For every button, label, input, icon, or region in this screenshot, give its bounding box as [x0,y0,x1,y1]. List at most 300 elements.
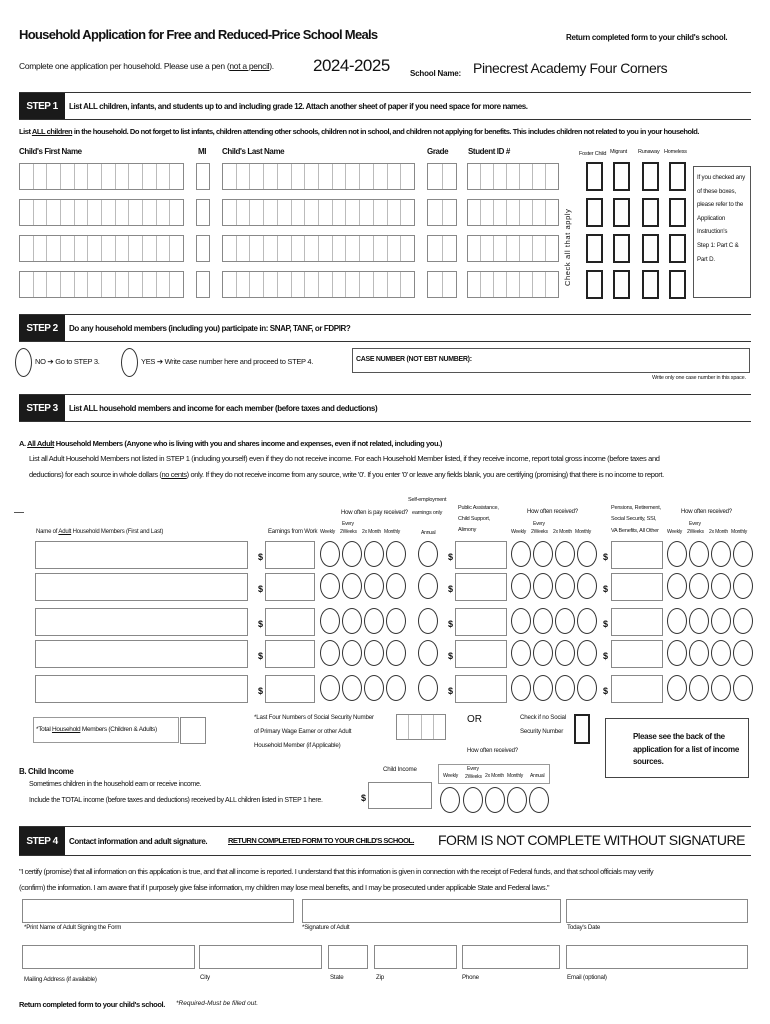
child-last-name-input-cell [292,272,306,297]
child-student-id-input[interactable] [467,199,559,226]
runaway-checkbox[interactable] [642,234,659,263]
child-last-name-input-cell [264,200,278,225]
ssn-cell [434,715,445,739]
step3a-emphasis: All Adult [27,439,55,448]
child-first-name-input-cell [34,164,48,189]
total-household-input[interactable] [180,717,206,744]
child-income-input[interactable] [368,782,432,809]
child-last-name-input[interactable] [222,199,415,226]
earnings-input[interactable] [265,640,315,668]
child-income-how-often: How often received? [467,748,518,754]
child-student-id-input-cell [546,272,558,297]
child-income-frequency-radio[interactable] [507,787,527,813]
child-grade-input-cell [443,236,457,261]
child-student-id-input-cell [494,272,507,297]
child-income-line2: Include the TOTAL income (before taxes and deductions) received by ALL children listed in STEP 1 here. [29,797,323,804]
signature-label: *Signature of Adult [302,924,350,931]
child-last-name-input-cell [360,200,374,225]
pension-frequency-radio[interactable] [689,608,709,634]
step3a-line3-suffix: ) only. If they do not receive income from any source, write '0'. If you enter '0' or leave any fields blank, you are certifying (promising) that there is no income to report. [186,470,664,479]
public-assistance-frequency-radio[interactable] [533,640,553,666]
pension-dollar: $ [603,584,609,594]
pay-frequency-radio[interactable] [386,541,406,567]
child-frequency-header: 2x Month [485,773,504,779]
pay-frequency-radio[interactable] [386,608,406,634]
child-first-name-input-cell [102,236,116,261]
pay-frequency-radio[interactable] [342,573,362,599]
foster-child-checkbox[interactable] [586,162,603,191]
step1-note-line: If you checked any [697,174,745,181]
col-public-1: Public Assistance, [458,505,499,511]
col-adult-name-emphasis: Adult [58,529,72,535]
pension-frequency-radio[interactable] [667,541,687,567]
child-last-name-input[interactable] [222,235,415,262]
child-last-name-input-cell [278,236,292,261]
public-assistance-frequency-radio[interactable] [555,640,575,666]
child-first-name-input-cell [170,164,183,189]
child-last-name-input-cell [223,200,237,225]
pay-frequency-radio[interactable] [364,675,384,701]
public-assistance-frequency-radio[interactable] [577,573,597,599]
ssn-line1: *Last Four Numbers of Social Security Number [254,714,374,721]
child-first-name-input-cell [20,272,34,297]
selfemp-annual-radio[interactable] [418,675,438,701]
child-last-name-input-cell [388,200,402,225]
child-student-id-input[interactable] [467,235,559,262]
pension-dollar: $ [603,619,609,629]
homeless-checkbox[interactable] [669,270,686,299]
phone-label: Phone [462,974,479,981]
homeless-checkbox[interactable] [669,234,686,263]
child-last-name-input-cell [250,272,264,297]
child-last-name-input-cell [374,236,388,261]
pension-input[interactable] [611,640,663,668]
selfemp-annual-radio[interactable] [418,573,438,599]
pay-frequency-radio[interactable] [386,573,406,599]
col-adult-name-suffix: Household Members (First and Last) [71,529,164,535]
no-ssn-checkbox[interactable] [574,714,590,744]
child-income-frequency-radio[interactable] [463,787,483,813]
migrant-checkbox[interactable] [613,198,630,227]
ssn-input[interactable] [396,714,446,740]
child-last-name-input-cell [292,164,306,189]
school-year: 2024-2025 [313,56,390,75]
migrant-checkbox[interactable] [613,270,630,299]
child-student-id-input-cell [494,236,507,261]
col-child-last-name: Child's Last Name [222,147,285,156]
child-first-name-input-cell [102,164,116,189]
step1-tag: STEP 1 [19,93,65,119]
child-first-name-input-cell [102,272,116,297]
public-assistance-frequency-radio[interactable] [555,541,575,567]
school-name-value[interactable]: Pinecrest Academy Four Corners [473,60,668,76]
case-number-label: CASE NUMBER (NOT EBT NUMBER): [356,356,472,363]
public-assistance-frequency-radio[interactable] [555,573,575,599]
city-input[interactable] [199,945,322,969]
homeless-checkbox[interactable] [669,162,686,191]
child-first-name-input[interactable] [19,163,184,190]
child-student-id-input-cell [520,272,533,297]
child-mi-input-cell [197,164,209,189]
public-assistance-frequency-radio[interactable] [555,608,575,634]
public-assistance-frequency-radio[interactable] [577,541,597,567]
child-first-name-input-cell [88,200,102,225]
public-assistance-frequency-radio[interactable] [511,675,531,701]
child-first-name-input-cell [61,200,75,225]
public-assistance-frequency-radio[interactable] [533,541,553,567]
child-last-name-input-cell [278,164,292,189]
child-first-name-input-cell [116,164,130,189]
child-income-frequency-radio[interactable] [485,787,505,813]
child-student-id-input[interactable] [467,271,559,298]
runaway-checkbox[interactable] [642,162,659,191]
child-student-id-input-cell [507,200,520,225]
child-last-name-input-cell [388,164,402,189]
mailing-address-input[interactable] [22,945,195,969]
child-last-name-input-cell [278,200,292,225]
mailing-address-label: Mailing Address (if available) [24,976,97,983]
public-assistance-input[interactable] [455,675,507,703]
child-income-label: Child Income [383,766,417,773]
public-assistance-frequency-radio[interactable] [511,573,531,599]
pen-instruction-emphasis: not a pencil [229,61,270,71]
child-last-name-input-cell [305,272,319,297]
earnings-dollar: $ [258,552,264,562]
pay-frequency-radio[interactable] [386,675,406,701]
frequency-header: Monthly [731,529,748,535]
child-first-name-input-cell [102,200,116,225]
col-pension-1: Pensions, Retirement, [611,505,661,511]
child-last-name-input-cell [401,236,414,261]
child-first-name-input-cell [20,164,34,189]
pension-frequency-radio[interactable] [733,640,753,666]
pay-frequency-radio[interactable] [342,541,362,567]
adult-name-input[interactable] [35,608,248,636]
frequency-header: 2x Month [362,529,381,535]
child-first-name-input-cell [157,200,171,225]
email-input[interactable] [566,945,748,969]
child-last-name-input-cell [250,164,264,189]
state-input[interactable] [328,945,368,969]
pension-frequency-radio[interactable] [711,675,731,701]
child-student-id-input-cell [546,200,558,225]
child-first-name-input-cell [75,164,89,189]
pay-frequency-radio[interactable] [320,640,340,666]
public-assistance-frequency-radio[interactable] [555,675,575,701]
child-grade-input-cell [428,272,443,297]
col-how-often-pay: How often is pay received? [341,510,408,516]
step3-title: List ALL household members and income for each member (before taxes and deductions) [69,403,378,413]
email-label: Email (optional) [567,974,607,981]
pension-frequency-radio[interactable] [667,675,687,701]
col-foster-child: Foster Child [579,151,607,157]
child-last-name-input-cell [388,272,402,297]
child-first-name-input-cell [61,236,75,261]
step2-no-radio[interactable] [15,348,32,377]
child-student-id-input[interactable] [467,163,559,190]
child-first-name-input-cell [157,272,171,297]
child-last-name-input-cell [237,164,251,189]
pay-frequency-radio[interactable] [342,608,362,634]
child-first-name-input[interactable] [19,271,184,298]
public-assistance-input[interactable] [455,541,507,569]
child-first-name-input-cell [129,236,143,261]
migrant-checkbox[interactable] [613,234,630,263]
pension-input[interactable] [611,675,663,703]
earnings-dollar: $ [258,686,264,696]
step4-title: Contact information and adult signature. [69,836,208,846]
phone-input[interactable] [462,945,560,969]
child-last-name-input-cell [333,272,347,297]
child-frequency-header: Every [467,766,479,772]
pay-frequency-radio[interactable] [364,640,384,666]
child-first-name-input-cell [129,200,143,225]
child-student-id-input-cell [533,164,546,189]
zip-label: Zip [376,974,384,981]
child-mi-input-cell [197,236,209,261]
child-first-name-input-cell [170,272,183,297]
child-grade-input-cell [443,200,457,225]
public-assistance-input[interactable] [455,573,507,601]
child-first-name-input-cell [34,236,48,261]
pay-frequency-radio[interactable] [342,640,362,666]
selfemp-annual-radio[interactable] [418,640,438,666]
child-student-id-input-cell [520,236,533,261]
check-all-label: Check all that apply [563,208,572,286]
child-first-name-input-cell [47,272,61,297]
adult-name-input[interactable] [35,675,248,703]
child-last-name-input-cell [388,236,402,261]
ssn-line2: of Primary Wage Earner or other Adult [254,728,352,735]
child-student-id-input-cell [507,272,520,297]
child-first-name-input-cell [75,200,89,225]
step2-no-label: NO ➔ Go to STEP 3. [35,357,100,366]
child-first-name-input-cell [88,164,102,189]
runaway-checkbox[interactable] [642,270,659,299]
child-student-id-input-cell [546,236,558,261]
child-grade-input[interactable] [427,163,457,190]
pay-frequency-radio[interactable] [364,573,384,599]
child-first-name-input-cell [75,272,89,297]
child-student-id-input-cell [468,200,481,225]
step4-return: RETURN COMPLETED FORM TO YOUR CHILD'S SCHOOL. [228,836,415,845]
frequency-header-annual: Annual [421,530,436,536]
child-last-name-input[interactable] [222,163,415,190]
child-mi-input[interactable] [196,235,210,262]
child-last-name-input-cell [305,200,319,225]
frequency-header: 2Weeks [340,529,357,535]
pension-frequency-radio[interactable] [733,608,753,634]
child-first-name-input-cell [20,236,34,261]
foster-child-checkbox[interactable] [586,234,603,263]
child-mi-input-cell [197,272,209,297]
child-income-line1: Sometimes children in the household earn or receive income. [29,781,202,788]
step1-note-line: of these boxes, [697,187,736,195]
zip-input[interactable] [374,945,457,969]
selfemp-annual-radio[interactable] [418,541,438,567]
child-last-name-input[interactable] [222,271,415,298]
foster-child-checkbox[interactable] [586,198,603,227]
earnings-input[interactable] [265,608,315,636]
child-student-id-input-cell [507,236,520,261]
child-grade-input[interactable] [427,271,457,298]
col-child-mi: MI [198,147,207,156]
frequency-header: 2Weeks [531,529,548,535]
ssn-line3: Household Member (if Applicable) [254,742,341,749]
child-mi-input[interactable] [196,199,210,226]
no-ssn-2: Security Number [520,728,564,735]
ssn-cell [397,715,409,739]
pension-frequency-radio[interactable] [733,675,753,701]
child-grade-input-cell [443,272,457,297]
pension-dollar: $ [603,651,609,661]
pension-frequency-radio[interactable] [733,541,753,567]
child-mi-input[interactable] [196,271,210,298]
earnings-input[interactable] [265,573,315,601]
public-assistance-dollar: $ [448,552,454,562]
or-label: OR [467,714,482,725]
runaway-checkbox[interactable] [642,198,659,227]
adult-name-input[interactable] [35,573,248,601]
child-last-name-input-cell [346,200,360,225]
public-assistance-input[interactable] [455,640,507,668]
child-last-name-input-cell [374,200,388,225]
pay-frequency-radio[interactable] [386,640,406,666]
city-label: City [200,974,210,981]
pension-input[interactable] [611,608,663,636]
pension-frequency-radio[interactable] [667,608,687,634]
print-name-input[interactable] [22,899,294,923]
print-name-label: *Print Name of Adult Signing the Form [24,924,122,931]
public-assistance-input[interactable] [455,608,507,636]
earnings-input[interactable] [265,541,315,569]
pay-frequency-radio[interactable] [320,573,340,599]
child-income-dollar: $ [361,793,367,803]
col-grade: Grade [427,147,449,156]
earnings-dollar: $ [258,651,264,661]
pension-frequency-radio[interactable] [667,640,687,666]
child-last-name-input-cell [333,164,347,189]
child-grade-input[interactable] [427,199,457,226]
certify-line2: (confirm) the information. I am aware that if I purposely give false information, my children may lose meal benefits, and I may be prosecuted under applicable State and Federal laws." [19,883,550,892]
child-student-id-input-cell [481,200,494,225]
child-first-name-input-cell [61,164,75,189]
child-last-name-input-cell [305,236,319,261]
pay-frequency-radio[interactable] [320,608,340,634]
pension-frequency-radio[interactable] [689,541,709,567]
pay-frequency-radio[interactable] [320,675,340,701]
col-public-3: Alimony [458,527,477,533]
step1-intro [19,127,699,136]
pension-input[interactable] [611,573,663,601]
child-student-id-input-cell [520,200,533,225]
step2-tag: STEP 2 [19,315,65,341]
child-last-name-input-cell [223,272,237,297]
child-first-name-input[interactable] [19,235,184,262]
col-runaway: Runaway [638,149,660,155]
pay-frequency-radio[interactable] [320,541,340,567]
pay-frequency-radio[interactable] [342,675,362,701]
public-assistance-frequency-radio[interactable] [577,608,597,634]
frequency-header: Weekly [320,529,336,535]
pension-frequency-radio[interactable] [711,541,731,567]
step3-tag: STEP 3 [19,395,65,421]
child-last-name-input-cell [374,272,388,297]
col-how-often-2: How often received? [527,509,578,515]
step3a-line3 [29,470,664,479]
child-student-id-input-cell [533,200,546,225]
pension-frequency-radio[interactable] [689,675,709,701]
total-household-label-box [33,717,179,743]
adult-name-input[interactable] [35,640,248,668]
adult-name-input[interactable] [35,541,248,569]
child-income-frequency-radio[interactable] [440,787,460,813]
todays-date-input[interactable] [566,899,748,923]
child-frequency-header: 2Weeks [465,774,482,780]
signature-input[interactable] [302,899,561,923]
pen-instruction-prefix: Complete one application per household. Please use a pen ( [19,61,230,71]
pension-frequency-radio[interactable] [733,573,753,599]
public-assistance-frequency-radio[interactable] [511,608,531,634]
public-assistance-frequency-radio[interactable] [511,541,531,567]
public-assistance-frequency-radio[interactable] [511,640,531,666]
pension-frequency-radio[interactable] [689,640,709,666]
todays-date-label: Today's Date [567,924,601,931]
public-assistance-frequency-radio[interactable] [577,675,597,701]
homeless-checkbox[interactable] [669,198,686,227]
child-last-name-input-cell [319,200,333,225]
child-income-frequency-radio[interactable] [529,787,549,813]
pension-input[interactable] [611,541,663,569]
public-assistance-frequency-radio[interactable] [533,573,553,599]
public-assistance-frequency-radio[interactable] [533,608,553,634]
step1-note-line: Instruction's [697,228,728,236]
step2-yes-radio[interactable] [121,348,138,377]
child-last-name-input-cell [333,200,347,225]
child-grade-input[interactable] [427,235,457,262]
col-pension-3: VA Benefits, All Other [611,528,659,534]
pension-frequency-radio[interactable] [711,640,731,666]
pension-frequency-radio[interactable] [711,608,731,634]
child-student-id-input-cell [468,236,481,261]
child-student-id-input-cell [481,272,494,297]
child-first-name-input[interactable] [19,199,184,226]
child-first-name-input-cell [116,236,130,261]
pay-frequency-radio[interactable] [364,541,384,567]
selfemp-annual-radio[interactable] [418,608,438,634]
public-assistance-dollar: $ [448,619,454,629]
earnings-input[interactable] [265,675,315,703]
migrant-checkbox[interactable] [613,162,630,191]
pension-frequency-radio[interactable] [667,573,687,599]
frequency-header: Every [533,521,545,527]
public-assistance-frequency-radio[interactable] [577,640,597,666]
foster-child-checkbox[interactable] [586,270,603,299]
child-first-name-input-cell [116,272,130,297]
child-student-id-input-cell [507,164,520,189]
pay-frequency-radio[interactable] [364,608,384,634]
public-assistance-frequency-radio[interactable] [533,675,553,701]
child-first-name-input-cell [61,272,75,297]
pension-frequency-radio[interactable] [711,573,731,599]
child-last-name-input-cell [319,236,333,261]
pension-frequency-radio[interactable] [689,573,709,599]
total-household-suffix: Members (Children & Adults) [80,726,157,733]
child-mi-input[interactable] [196,163,210,190]
step1-note-line: Part D. [697,255,715,263]
child-student-id-input-cell [533,236,546,261]
child-last-name-input-cell [346,164,360,189]
